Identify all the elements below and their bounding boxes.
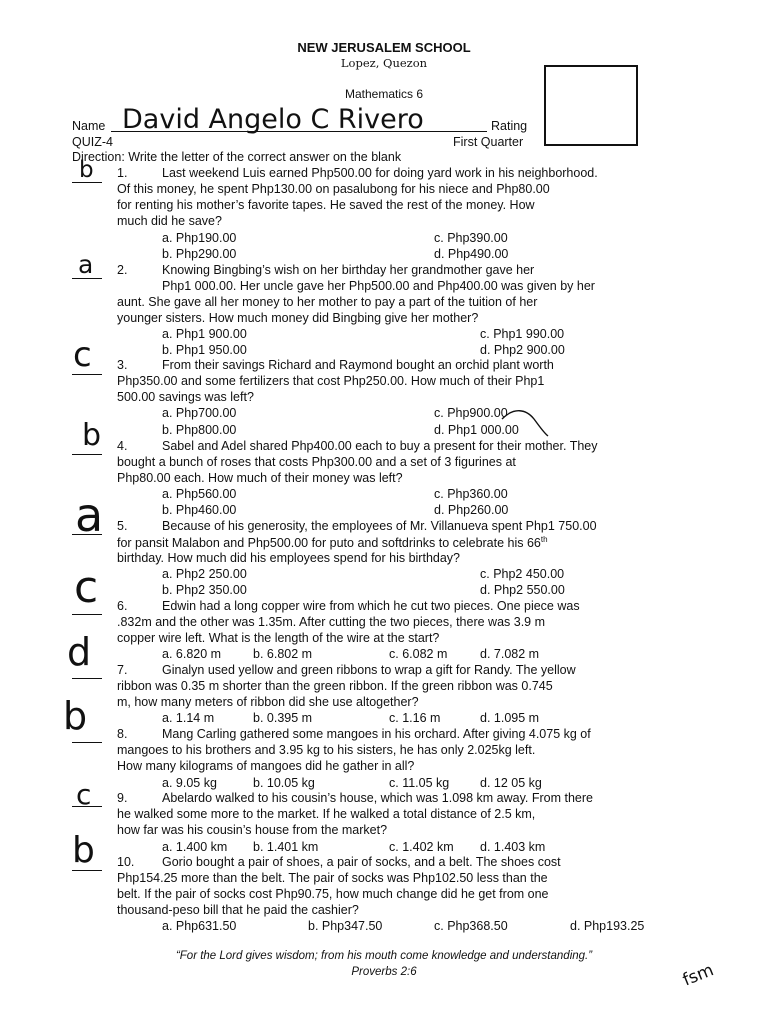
choice: d. Php2 900.00	[480, 343, 565, 357]
answer-3: c	[73, 335, 92, 375]
question-line	[117, 535, 548, 550]
question-number: 10.	[117, 855, 135, 869]
choice: d. Php193.25	[570, 919, 645, 933]
choice: b. 10.05 kg	[253, 776, 315, 790]
question-number: 7.	[117, 663, 128, 677]
choice: c. 1.16 m	[389, 711, 441, 725]
student-name: David Angelo C Rivero	[122, 104, 424, 135]
question-line: Php154.25 more than the belt. The pair of socks was Php102.50 less than the	[117, 871, 548, 885]
answer-5: a	[75, 488, 104, 542]
question-line: .832m and the other was 1.35m. After cutting the two pieces, there was 3.9 m	[117, 615, 546, 629]
answer-blank	[72, 614, 102, 615]
choice: b. Php2 350.00	[162, 583, 247, 597]
choice: b. 6.802 m	[253, 647, 313, 661]
question-line: Mang Carling gathered some mangoes in his orchard. After giving 4.075 kg of	[162, 727, 591, 741]
name-label: Name	[72, 119, 106, 133]
question-number: 6.	[117, 599, 128, 613]
choice: c. Php2 450.00	[480, 567, 565, 581]
question-line: for renting his mother’s favorite tapes. He saved the rest of the money. How	[117, 198, 535, 212]
choice: a. Php2 250.00	[162, 567, 247, 581]
choice: a. Php1 900.00	[162, 327, 247, 341]
choice: b. Php1 950.00	[162, 343, 247, 357]
pen-scribble	[500, 405, 550, 437]
footer-citation: Proverbs 2:6	[351, 966, 417, 978]
choice: a. Php700.00	[162, 406, 237, 420]
answer-10: b	[72, 830, 95, 871]
question-line: much did he save?	[117, 214, 222, 228]
answer-blank	[72, 678, 102, 679]
question-number: 1.	[117, 166, 128, 180]
question-number: 3.	[117, 358, 128, 372]
choice: d. Php2 550.00	[480, 583, 565, 597]
question-line: thousand-peso bill that he paid the cashier?	[117, 903, 359, 917]
question-line: m, how many meters of ribbon did she use altogether?	[117, 695, 419, 709]
question-line: younger sisters. How much money did Bingbing give her mother?	[117, 311, 479, 325]
subject-title: Mathematics 6	[344, 87, 424, 101]
choice: b. 0.395 m	[253, 711, 313, 725]
question-line: Sabel and Adel shared Php400.00 each to buy a present for their mother. They	[162, 439, 598, 453]
school-location: Lopez, Quezon	[340, 56, 428, 70]
question-number: 2.	[117, 263, 128, 277]
question-line: copper wire left. What is the length of the wire at the start?	[117, 631, 440, 645]
choice: d. Php260.00	[434, 503, 509, 517]
choice: b. Php290.00	[162, 247, 237, 261]
choice: c. 11.05 kg	[389, 776, 450, 790]
question-line: ribbon was 0.35 m shorter than the green ribbon. If the green ribbon was 0.745	[117, 679, 553, 693]
choice: c. Php1 990.00	[480, 327, 565, 341]
answer-blank	[72, 454, 102, 455]
question-line: belt. If the pair of socks cost Php90.75, how much change did he get from one	[117, 887, 549, 901]
answer-7: d	[67, 630, 92, 674]
question-line: he walked some more to the market. If he walked a total distance of 2.5 km,	[117, 807, 536, 821]
choice: c. Php368.50	[434, 919, 508, 933]
choice: d. 1.095 m	[480, 711, 540, 725]
question-line: Php1 000.00. Her uncle gave her Php500.00 and Php400.00 was given by her	[162, 279, 595, 293]
choice: a. Php190.00	[162, 231, 237, 245]
quarter-label: First Quarter	[453, 135, 524, 149]
question-line: how far was his cousin’s house from the market?	[117, 823, 388, 837]
choice: c. Php390.00	[434, 231, 508, 245]
choice: a. 1.400 km	[162, 840, 228, 854]
question-line: Last weekend Luis earned Php500.00 for doing yard work in his neighborhood.	[162, 166, 598, 180]
choice: b. Php800.00	[162, 423, 237, 437]
question-number: 9.	[117, 791, 128, 805]
choice: c. 1.402 km	[389, 840, 454, 854]
answer-4: b	[82, 418, 102, 453]
question-line: From their savings Richard and Raymond bought an orchid plant worth	[162, 358, 554, 372]
answer-2: a	[78, 250, 94, 279]
question-line: How many kilograms of mangoes did he gather in all?	[117, 759, 415, 773]
question-line: 500.00 savings was left?	[117, 390, 254, 404]
choice: a. 6.820 m	[162, 647, 222, 661]
answer-1: b	[79, 157, 94, 183]
choice: d. 1.403 km	[480, 840, 546, 854]
question-line: Because of his generosity, the employees of Mr. Villanueva spent Php1 750.00	[162, 519, 597, 533]
footer-quote: “For the Lord gives wisdom; from his mouth come knowledge and understanding.”	[175, 950, 593, 962]
choice: b. 1.401 km	[253, 840, 319, 854]
choice: b. Php460.00	[162, 503, 237, 517]
question-number: 4.	[117, 439, 128, 453]
answer-9: c	[76, 778, 92, 811]
choice: d. 7.082 m	[480, 647, 540, 661]
question-line: Ginalyn used yellow and green ribbons to wrap a gift for Randy. The yellow	[162, 663, 576, 677]
ordinal-suffix: th	[540, 535, 548, 544]
question-line: Php350.00 and some fertilizers that cost Php250.00. How much of their Php1	[117, 374, 545, 388]
rating-box	[544, 65, 638, 146]
question-line: Edwin had a long copper wire from which he cut two pieces. One piece was	[162, 599, 580, 613]
school-name: NEW JERUSALEM SCHOOL	[297, 40, 471, 55]
answer-8: b	[63, 694, 88, 738]
question-line: Of this money, he spent Php130.00 on pasalubong for his niece and Php80.00	[117, 182, 550, 196]
question-number: 8.	[117, 727, 128, 741]
choice: d. Php490.00	[434, 247, 509, 261]
question-line-text: for pansit Malabon and Php500.00 for puto and softdrinks to celebrate his 66	[117, 536, 541, 551]
answer-blank	[72, 742, 102, 743]
rating-label: Rating	[491, 119, 528, 133]
question-line: Gorio bought a pair of shoes, a pair of socks, and a belt. The shoes cost	[162, 855, 561, 869]
initials-mark: fsm	[680, 960, 717, 991]
choice: a. 1.14 m	[162, 711, 215, 725]
question-line: Abelardo walked to his cousin’s house, which was 1.098 km away. From there	[162, 791, 593, 805]
choice: c. Php360.00	[434, 487, 508, 501]
question-line: birthday. How much did his employees spend for his birthday?	[117, 551, 460, 565]
question-line: bought a bunch of roses that costs Php300.00 and a set of 3 figurines at	[117, 455, 516, 469]
choice: a. Php560.00	[162, 487, 237, 501]
choice: a. 9.05 kg	[162, 776, 217, 790]
question-line: Php80.00 each. How much of their money was left?	[117, 471, 403, 485]
question-line: Knowing Bingbing’s wish on her birthday her grandmother gave her	[162, 263, 535, 277]
question-number: 5.	[117, 519, 128, 533]
choice: b. Php347.50	[308, 919, 383, 933]
choice: c. Php900.00	[434, 406, 508, 420]
choice: d. Php1 000.00	[434, 423, 519, 437]
answer-6: c	[74, 562, 99, 613]
question-line: aunt. She gave all her money to her mother to pay a part of the tuition of her	[117, 295, 538, 309]
choice: d. 12 05 kg	[480, 776, 542, 790]
question-line: mangoes to his brothers and 3.95 kg to his sisters, he has only 2.025kg left.	[117, 743, 536, 757]
direction-text: Direction: Write the letter of the correct answer on the blank	[72, 150, 402, 164]
choice: c. 6.082 m	[389, 647, 448, 661]
choice: a. Php631.50	[162, 919, 237, 933]
quiz-label: QUIZ-4	[72, 135, 113, 149]
